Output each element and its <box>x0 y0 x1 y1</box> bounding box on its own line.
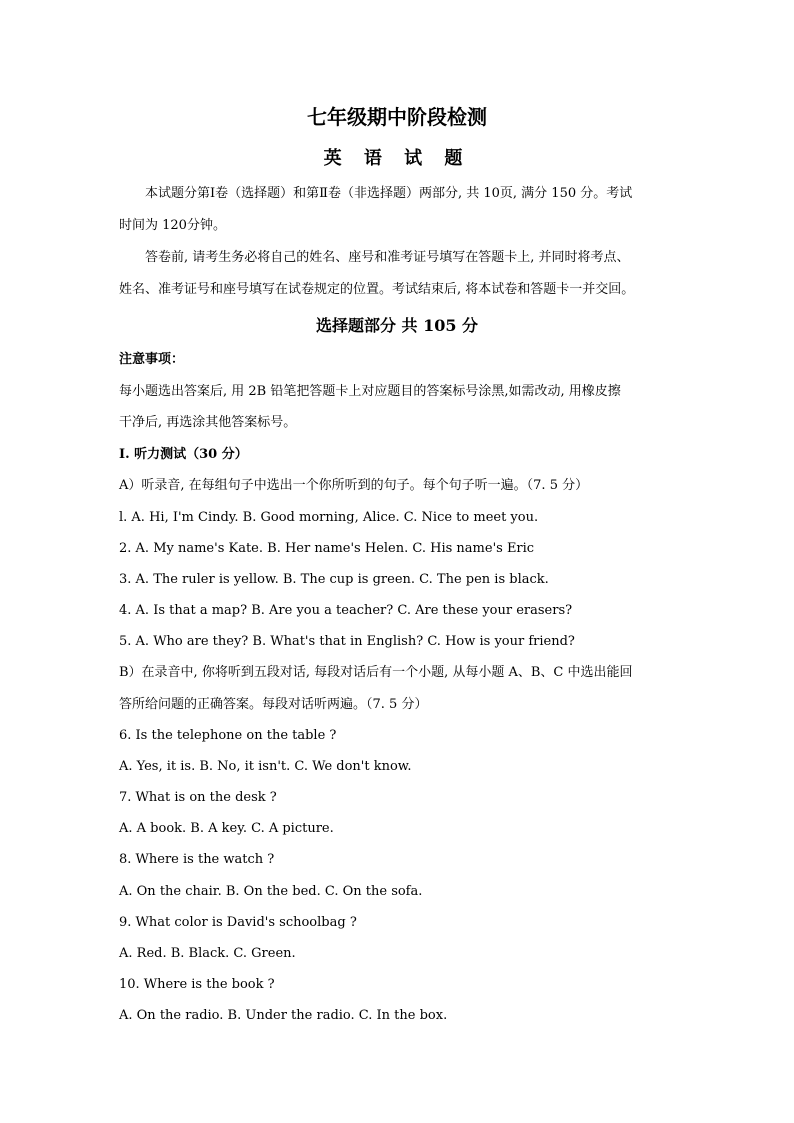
question-4: 4. A. Is that a map? B. Are you a teacher? C. Are these your erasers? <box>119 603 573 618</box>
notes-line-1: 每小题选出答案后, 用 2B 铅笔把答题卡上对应题目的答案标号涂黑,如需改动, 用橡皮擦 <box>119 384 621 399</box>
part-a-instruction: A）听录音, 在每组句子中选出一个你所听到的句子。每个句子听一遍。（7. 5 分） <box>119 478 589 493</box>
intro-line-1: 本试题分第Ⅰ卷（选择题）和第Ⅱ卷（非选择题）两部分, 共 10页, 满分 150 分。考试 <box>145 186 633 201</box>
question-1: l. A. Hi, I'm Cindy. B. Good morning, Alice. C. Nice to meet you. <box>119 510 539 525</box>
section-title: 选择题部分 共 105 分 <box>315 316 479 335</box>
question-9-options: A. Red. B. Black. C. Green. <box>119 946 296 961</box>
notes-title: 注意事项： <box>119 352 185 367</box>
notes-line-2: 干净后, 再选涂其他答案标号。 <box>119 415 297 430</box>
part-b-instruction-1: B）在录音中, 你将听到五段对话, 每段对话后有一个小题, 从每小题 A、B、C 中选出能回 <box>119 665 633 680</box>
intro-line-4: 姓名、准考证号和座号填写在试卷规定的位置。考试结束后, 将本试卷和答题卡一并交回。 <box>119 282 635 297</box>
exam-title: 七年级期中阶段检测 <box>307 105 487 129</box>
question-10-options: A. On the radio. B. Under the radio. C. In the box. <box>119 1008 448 1023</box>
intro-line-3: 答卷前, 请考生务必将自己的姓名、座号和准考证号填写在答题卡上, 并同时将考点、 <box>145 250 630 265</box>
question-3: 3. A. The ruler is yellow. B. The cup is green. C. The pen is black. <box>119 572 549 587</box>
question-6: 6. Is the telephone on the table ? <box>119 728 337 743</box>
question-8: 8. Where is the watch ? <box>119 852 275 867</box>
question-7-options: A. A book. B. A key. C. A picture. <box>119 821 334 836</box>
intro-line-2: 时间为 120分钟。 <box>119 218 226 233</box>
subject-title: 英 语 试 题 <box>323 148 471 169</box>
question-10: 10. Where is the book ? <box>119 977 275 992</box>
question-8-options: A. On the chair. B. On the bed. C. On the sofa. <box>119 884 423 899</box>
question-5: 5. A. Who are they? B. What's that in English? C. How is your friend? <box>119 634 575 649</box>
question-2: 2. A. My name's Kate. B. Her name's Helen. C. His name's Eric <box>119 541 535 556</box>
question-9: 9. What color is David's schoolbag ? <box>119 915 357 930</box>
question-7: 7. What is on the desk ? <box>119 790 277 805</box>
question-6-options: A. Yes, it is. B. No, it isn't. C. We don't know. <box>119 759 412 774</box>
part-b-instruction-2: 答所给问题的正确答案。每段对话听两遍。（7. 5 分） <box>119 697 428 712</box>
part1-title: I. 听力测试（30 分） <box>119 447 248 462</box>
